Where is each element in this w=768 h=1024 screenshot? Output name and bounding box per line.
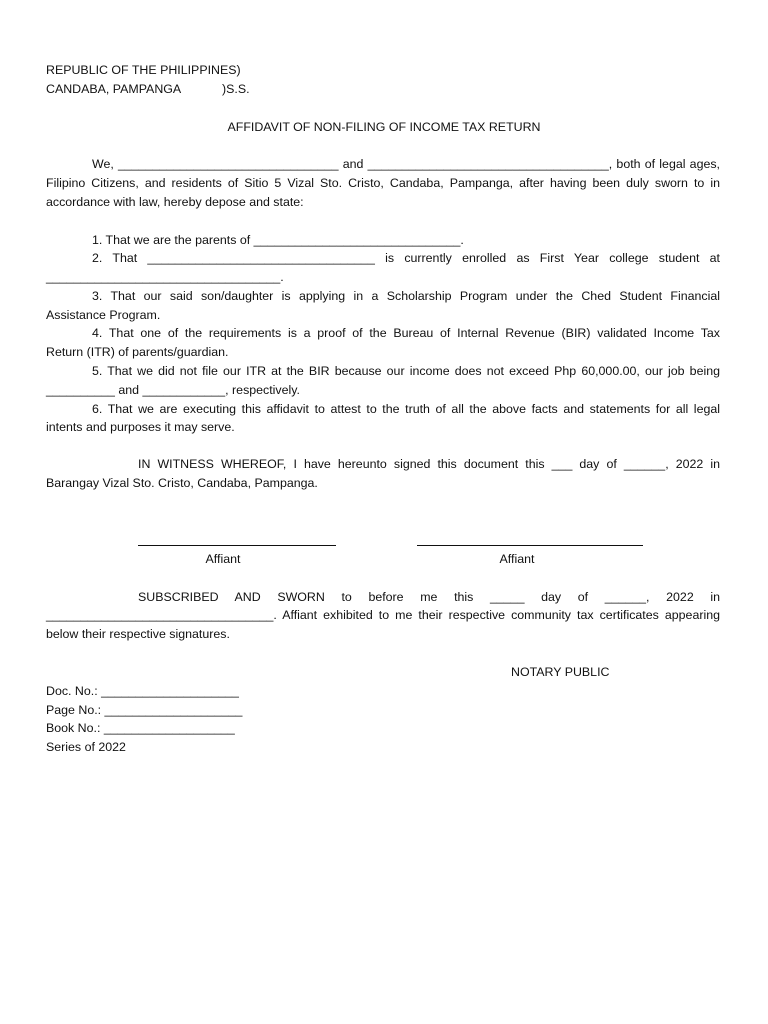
signature-line-right xyxy=(417,545,643,546)
witness-line-1: IN WITNESS WHEREOF, I have hereunto signed this document this ___ day of ______, 2022 in xyxy=(138,457,720,471)
document-title: AFFIDAVIT OF NON-FILING OF INCOME TAX RETURN xyxy=(227,120,541,134)
affiant-label-left: Affiant xyxy=(205,552,241,566)
series: Series of 2022 xyxy=(46,740,126,754)
item-5-line-2: __________ and ____________, respectively. xyxy=(46,383,300,397)
item-3-line-2: Assistance Program. xyxy=(46,308,161,322)
sworn-line-3: below their respective signatures. xyxy=(46,627,230,641)
item-5-line-1: 5. That we did not file our ITR at the BIR because our income does not exceed Php 60,000.00, our job being xyxy=(92,364,720,378)
item-4-line-2: Return (ITR) of parents/guardian. xyxy=(46,345,229,359)
item-1: 1. That we are the parents of ______________________________. xyxy=(92,233,464,247)
witness-line-2: Barangay Vizal Sto. Cristo, Candaba, Pampanga. xyxy=(46,476,318,490)
item-6-line-2: intents and purposes it may serve. xyxy=(46,420,235,434)
page-no: Page No.: ____________________ xyxy=(46,703,243,717)
affiant-label-right: Affiant xyxy=(499,552,535,566)
header-republic: REPUBLIC OF THE PHILIPPINES) xyxy=(46,63,241,77)
intro-line-2: Filipino Citizens, and residents of Sitio 5 Vizal Sto. Cristo, Candaba, Pampanga, after having been duly sworn to in xyxy=(46,176,720,190)
doc-no: Doc. No.: ____________________ xyxy=(46,684,239,698)
notary-public-label: NOTARY PUBLIC xyxy=(511,665,610,679)
intro-line-1: We, ________________________________ and ___________________________________, both of legal ages, xyxy=(92,157,720,171)
item-3-line-1: 3. That our said son/daughter is applying in a Scholarship Program under the Ched Student Financial xyxy=(92,289,720,303)
item-2-line-1: 2. That _________________________________ is currently enrolled as First Year college student at xyxy=(92,251,720,265)
intro-line-3: accordance with law, hereby depose and state: xyxy=(46,195,304,209)
book-no: Book No.: ___________________ xyxy=(46,721,235,735)
header-ss: )S.S. xyxy=(222,82,250,96)
item-2-line-2: __________________________________. xyxy=(46,270,284,284)
signature-line-left xyxy=(138,545,336,546)
item-4-line-1: 4. That one of the requirements is a proof of the Bureau of Internal Revenue (BIR) validated Income Tax xyxy=(92,326,720,340)
header-candaba: CANDABA, PAMPANGA xyxy=(46,82,182,96)
sworn-line-2: _________________________________. Affiant exhibited to me their respective community tax certificates appearing xyxy=(46,608,720,622)
sworn-line-1: SUBSCRIBED AND SWORN to before me this _____ day of ______, 2022 in xyxy=(138,590,720,604)
item-6-line-1: 6. That we are executing this affidavit to attest to the truth of all the above facts and statements for all legal xyxy=(92,402,720,416)
